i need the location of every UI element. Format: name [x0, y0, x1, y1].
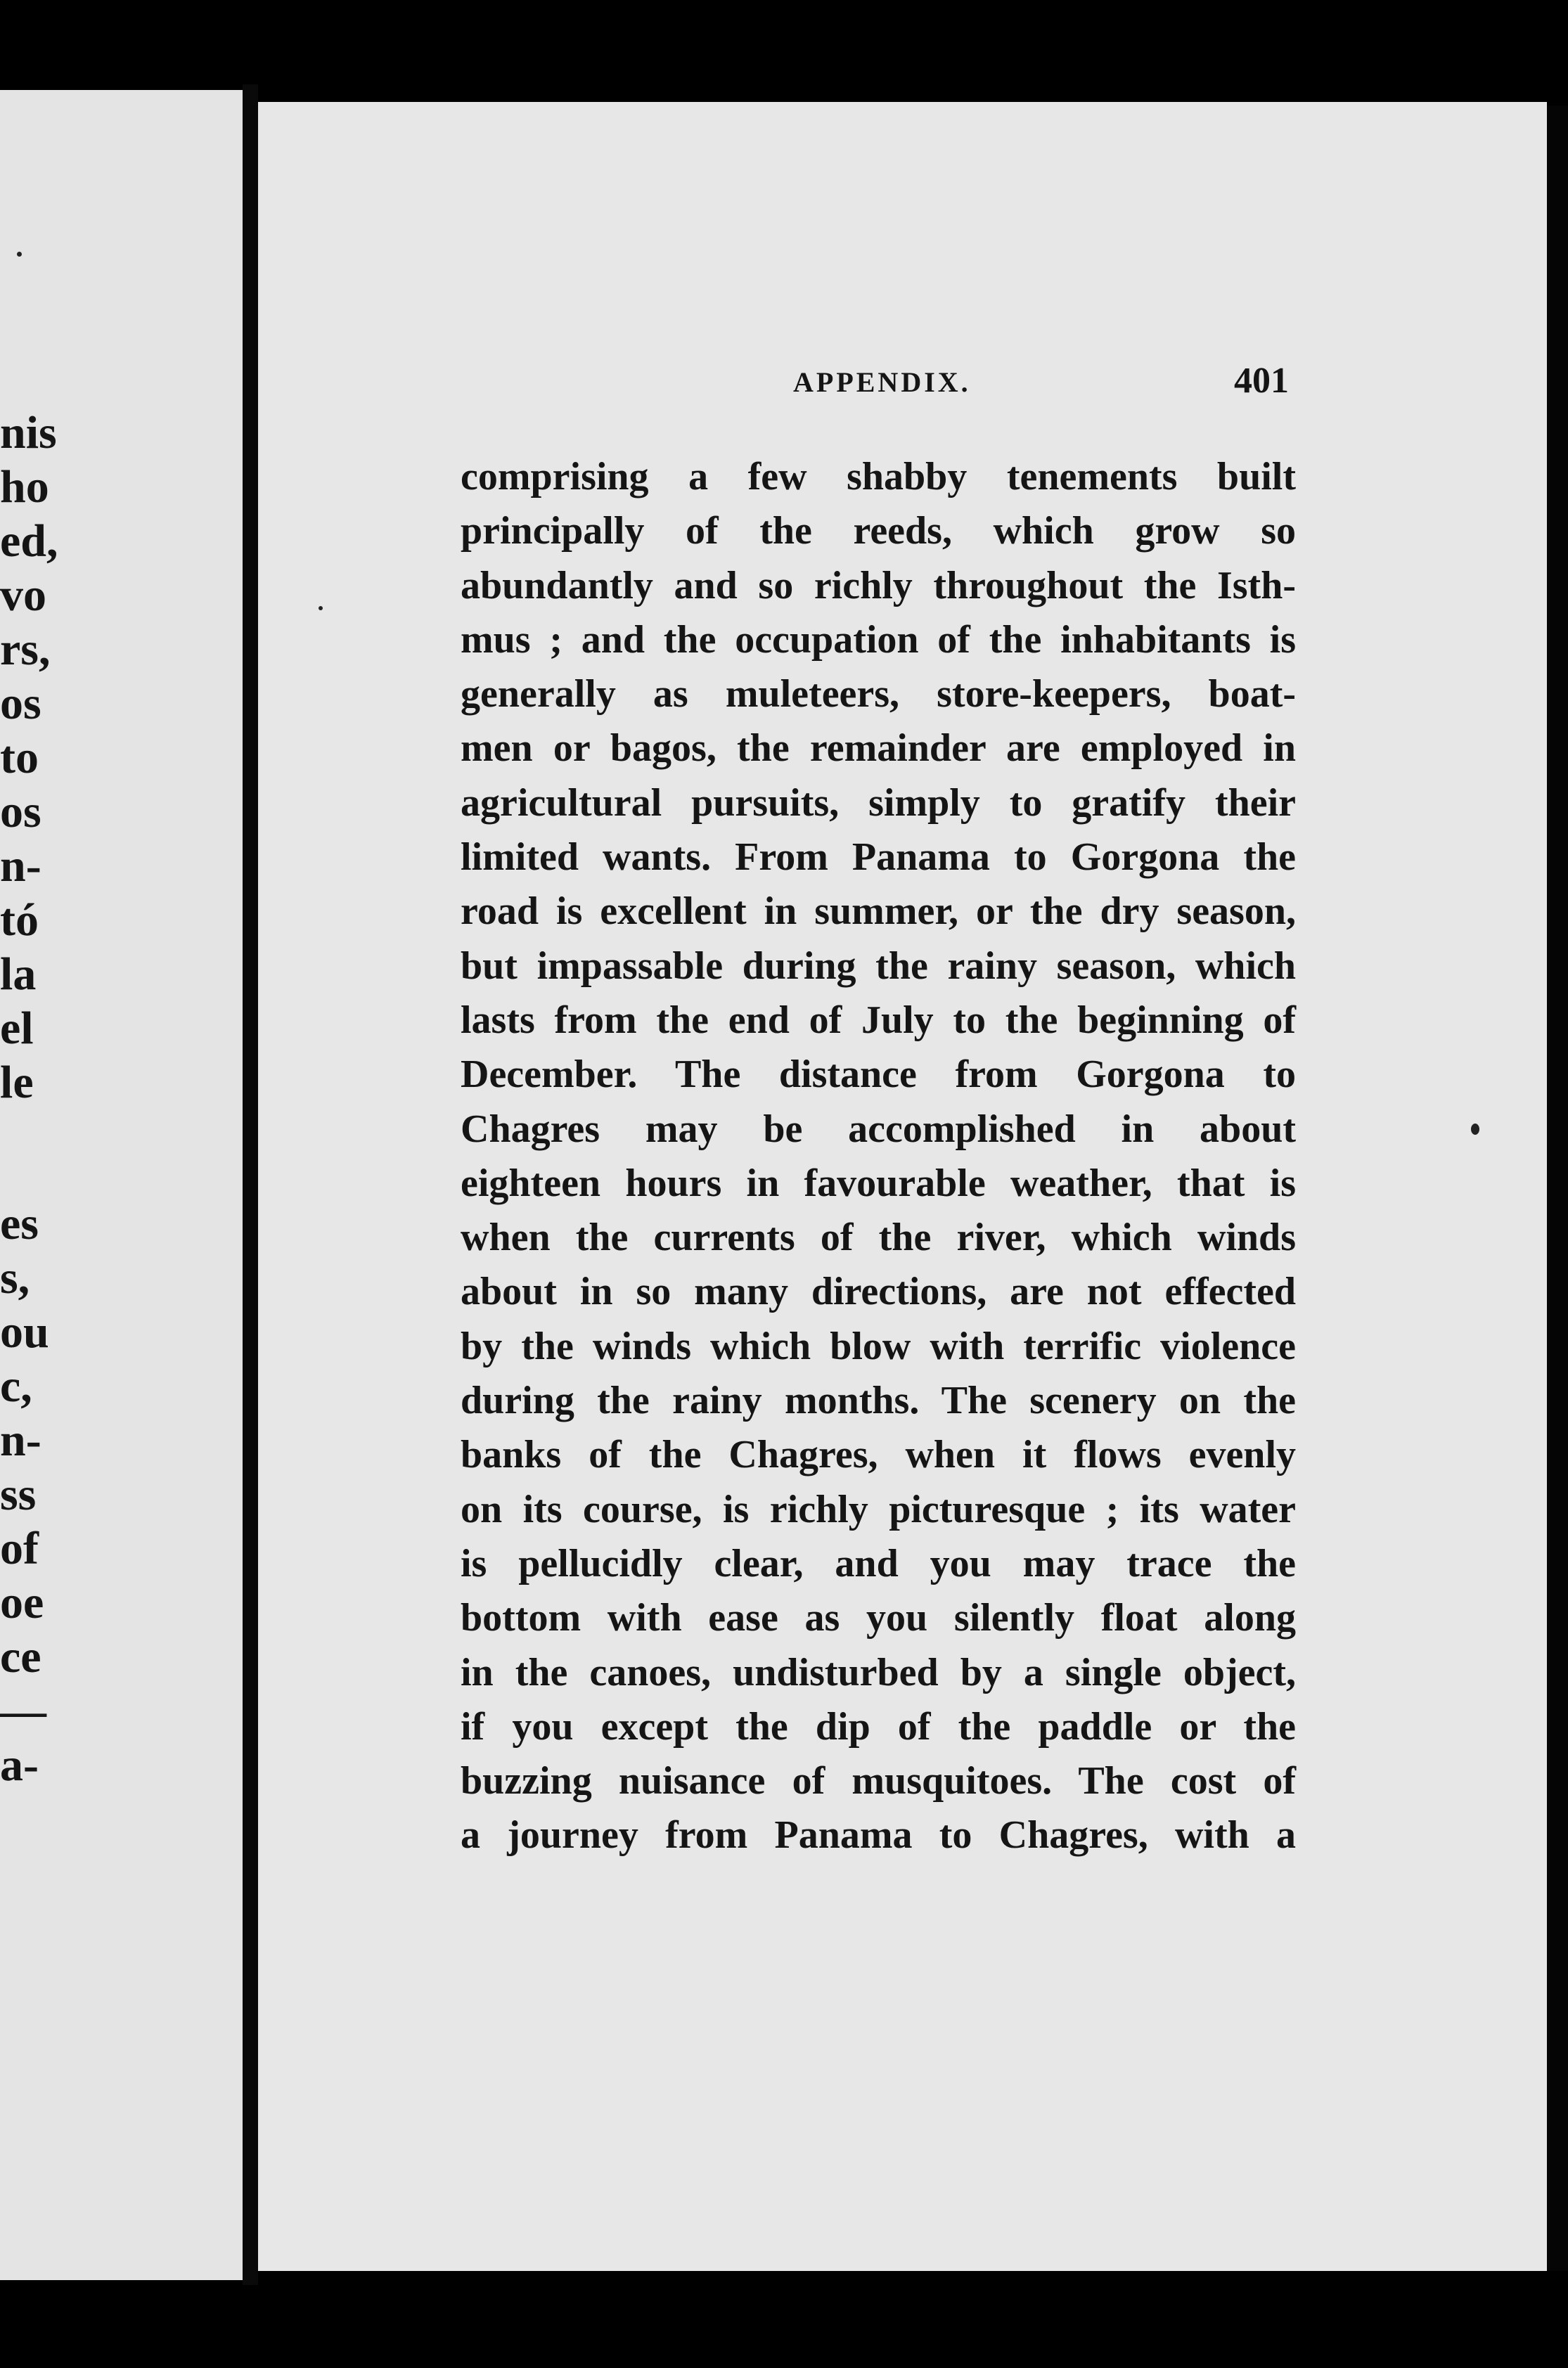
left-fragment: n- [0, 1415, 41, 1466]
scan-speck [17, 252, 22, 257]
text-line: comprising a few shabby tenements built [461, 455, 1296, 498]
text-line: but impassable during the rainy season, which [461, 944, 1296, 988]
book-gutter [243, 84, 258, 2285]
text-line: a journey from Panama to Chagres, with a [461, 1813, 1296, 1858]
left-fragment: tó [0, 894, 39, 946]
text-line: mus ; and the occupation of the inhabitants is [461, 617, 1296, 662]
text-line: about in so many directions, are not effected [461, 1270, 1296, 1314]
left-fragment: ou [0, 1306, 49, 1358]
left-fragment: n- [0, 840, 41, 892]
left-fragment: oe [0, 1577, 44, 1628]
left-fragment: os [0, 678, 41, 729]
left-fragment: — [0, 1685, 46, 1737]
text-line: abundantly and so richly throughout the Isth- [461, 563, 1296, 607]
text-line: when the currents of the river, which winds [461, 1216, 1296, 1260]
left-fragment: ce [0, 1631, 41, 1682]
left-fragment: ed, [0, 515, 58, 567]
left-fragment: el [0, 1003, 34, 1054]
text-line: by the winds which blow with terrific violence [461, 1324, 1296, 1368]
text-line: if you except the dip of the paddle or the [461, 1704, 1296, 1749]
text-line: banks of the Chagres, when it flows evenly [461, 1433, 1296, 1477]
text-line: lasts from the end of July to the beginning of [461, 998, 1296, 1042]
text-line: buzzing nuisance of musquitoes. The cost of [461, 1759, 1296, 1803]
previous-page-sliver [0, 90, 243, 2280]
text-line: in the canoes, undisturbed by a single object, [461, 1650, 1296, 1694]
scan-speck [319, 606, 323, 610]
text-line: during the rainy months. The scenery on the [461, 1379, 1296, 1423]
text-line: limited wants. From Panama to Gorgona the [461, 835, 1296, 880]
running-head: APPENDIX. [793, 366, 971, 398]
text-line: agricultural pursuits, simply to gratify their [461, 780, 1296, 825]
left-fragment: le [0, 1057, 34, 1108]
left-fragment: a- [0, 1739, 39, 1791]
text-line: men or bagos, the remainder are employed in [461, 726, 1296, 771]
left-fragment: vo [0, 570, 46, 621]
left-fragment: to [0, 732, 39, 783]
page-body [461, 450, 1296, 1863]
text-line: December. The distance from Gorgona to [461, 1053, 1296, 1097]
scan-speck [1471, 1124, 1479, 1135]
text-line: generally as muleteers, store-keepers, boat- [461, 672, 1296, 716]
text-line: bottom with ease as you silently float along [461, 1596, 1296, 1640]
left-fragment: la [0, 948, 37, 1000]
text-line: principally of the reeds, which grow so [461, 509, 1296, 553]
left-fragment: es [0, 1198, 39, 1249]
left-fragment: os [0, 786, 41, 837]
text-line: on its course, is richly picturesque ; its water [461, 1487, 1296, 1531]
left-fragment: of [0, 1523, 39, 1574]
text-line: road is excellent in summer, or the dry season, [461, 889, 1296, 934]
left-fragment: c, [0, 1360, 32, 1412]
left-fragment: nis [0, 407, 57, 458]
left-fragment: s, [0, 1252, 30, 1304]
text-line: Chagres may be accomplished in about [461, 1107, 1296, 1151]
left-fragment: rs, [0, 624, 51, 675]
left-fragment: ho [0, 461, 49, 513]
left-fragment: ss [0, 1469, 37, 1520]
text-line: is pellucidly clear, and you may trace the [461, 1541, 1296, 1585]
page-number: 401 [1234, 361, 1289, 401]
text-line: eighteen hours in favourable weather, that is [461, 1161, 1296, 1205]
page-edge-shadow [1547, 105, 1568, 2271]
